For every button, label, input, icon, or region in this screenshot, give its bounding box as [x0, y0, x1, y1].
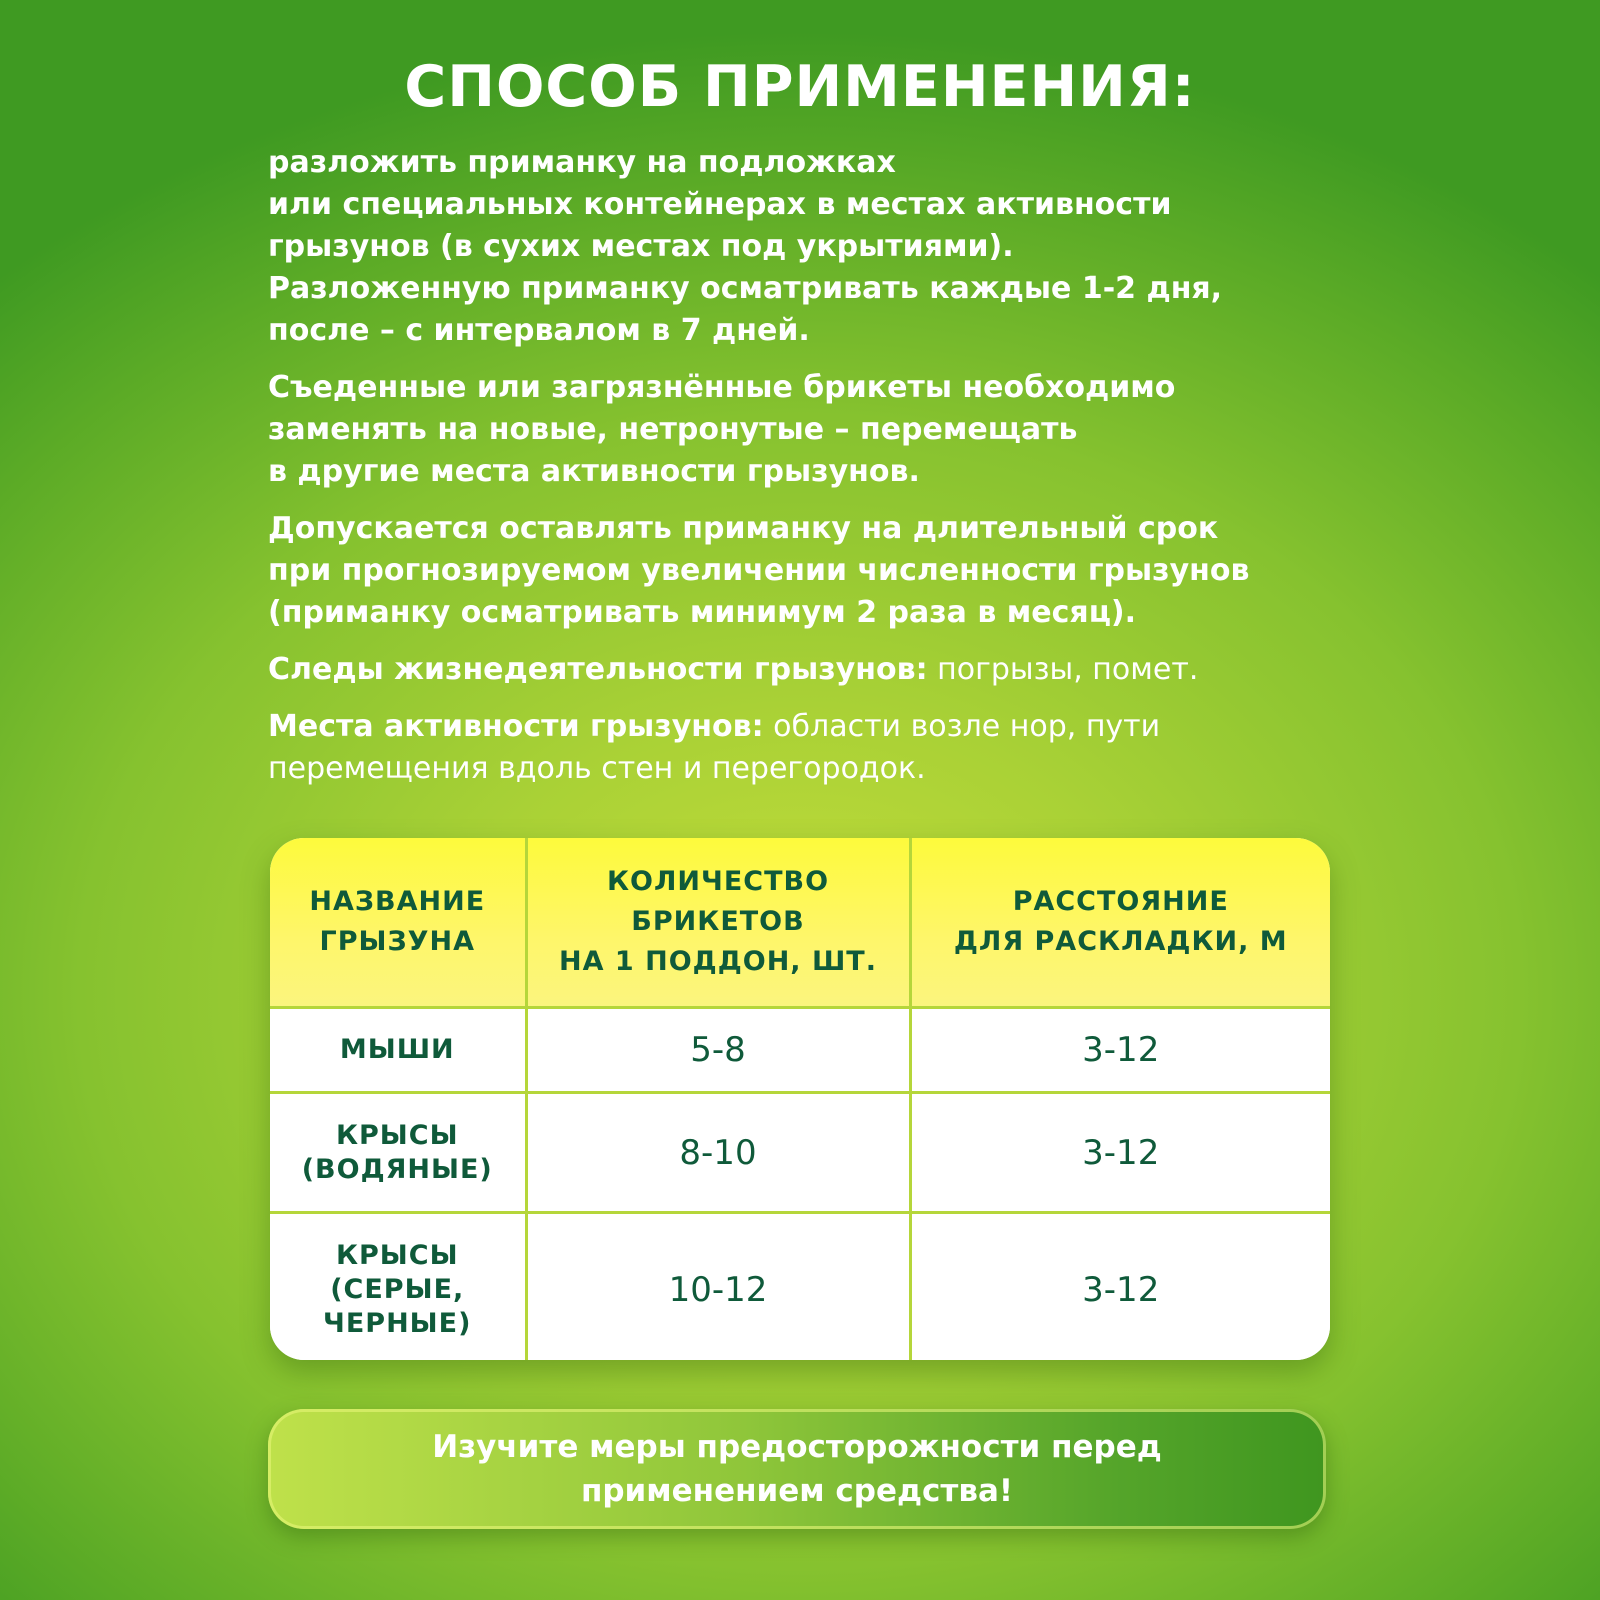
briquette-count-cell: 10-12 [526, 1213, 910, 1361]
instruction-line: Допускается оставлять приманку на длительный срок [268, 511, 1219, 546]
dosage-table-card [270, 838, 1330, 1360]
rodent-traces-label: Следы жизнедеятельности грызунов: [268, 652, 928, 687]
instruction-line: или специальных контейнерах в местах активности [268, 187, 1172, 222]
instruction-line: Съеденные или загрязнённые брикеты необходимо [268, 370, 1176, 405]
instruction-line: при прогнозируемом увеличении численности грызунов [268, 553, 1250, 588]
instruction-paragraph-1 [268, 142, 1448, 352]
header-line: НА 1 ПОДДОН, ШТ. [559, 946, 877, 977]
rodent-traces-text: погрызы, помет. [927, 652, 1199, 687]
instruction-line: грызунов (в сухих местах под укрытиями). [268, 229, 1014, 264]
precaution-text-line: Изучите меры предосторожности перед [432, 1429, 1162, 1465]
rodent-name: ЧЕРНЫЕ) [323, 1308, 472, 1339]
header-placement-distance [910, 838, 1330, 1008]
table-row [270, 1008, 1330, 1093]
rodent-activity-label: Места активности грызунов: [268, 709, 764, 744]
precaution-text-line: применением средства! [580, 1473, 1014, 1509]
precaution-banner [268, 1409, 1326, 1529]
header-line: КОЛИЧЕСТВО [606, 866, 830, 897]
distance-cell: 3-12 [910, 1008, 1330, 1093]
rodent-name-cell [270, 1093, 526, 1213]
rodent-traces-line [268, 649, 1448, 691]
instructions-block [268, 142, 1448, 805]
distance-cell: 3-12 [910, 1213, 1330, 1361]
header-briquette-count [526, 838, 910, 1008]
rodent-activity-text: области возле нор, пути [763, 709, 1161, 744]
rodent-name: КРЫСЫ [335, 1119, 459, 1151]
briquette-count-cell: 5-8 [526, 1008, 910, 1093]
dosage-table [270, 838, 1330, 1360]
header-line: НАЗВАНИЕ [309, 886, 486, 917]
page-title: СПОСОБ ПРИМЕНЕНИЯ: [404, 54, 1196, 120]
instruction-line: Разложенную приманку осматривать каждые 1-2 дня, [268, 271, 1223, 306]
table-header-row [270, 838, 1330, 1008]
rodent-name: (СЕРЫЕ, [330, 1274, 465, 1305]
table-row [270, 1093, 1330, 1213]
instruction-line: разложить приманку на подложках [268, 145, 896, 180]
rodent-name: КРЫСЫ [335, 1240, 459, 1271]
rodent-traces-paragraph [268, 649, 1448, 691]
header-line: БРИКЕТОВ [631, 906, 805, 937]
rodent-activity-line [268, 706, 1448, 748]
rodent-name: МЫШИ [339, 1034, 455, 1065]
header-line: ГРЫЗУНА [319, 926, 475, 957]
instruction-line: в другие места активности грызунов. [268, 454, 920, 489]
instruction-paragraph-3 [268, 508, 1448, 634]
header-line: ДЛЯ РАСКЛАДКИ, М [953, 926, 1288, 957]
rodent-name-cell [270, 1008, 526, 1093]
instruction-paragraph-2 [268, 367, 1448, 493]
header-rodent-name [270, 838, 526, 1008]
distance-cell: 3-12 [910, 1093, 1330, 1213]
rodent-activity-paragraph [268, 706, 1448, 790]
instruction-line: заменять на новые, нетронутые – перемещать [268, 412, 1078, 447]
rodent-activity-line-2: перемещения вдоль стен и перегородок. [268, 751, 926, 786]
rodent-name: (ВОДЯНЫЕ) [301, 1153, 493, 1185]
rodent-name-cell [270, 1213, 526, 1361]
header-line: РАССТОЯНИЕ [1012, 886, 1229, 917]
instruction-line: после – с интервалом в 7 дней. [268, 313, 810, 348]
table-row [270, 1213, 1330, 1361]
instruction-line: (приманку осматривать минимум 2 раза в месяц). [268, 595, 1137, 630]
briquette-count-cell: 8-10 [526, 1093, 910, 1213]
